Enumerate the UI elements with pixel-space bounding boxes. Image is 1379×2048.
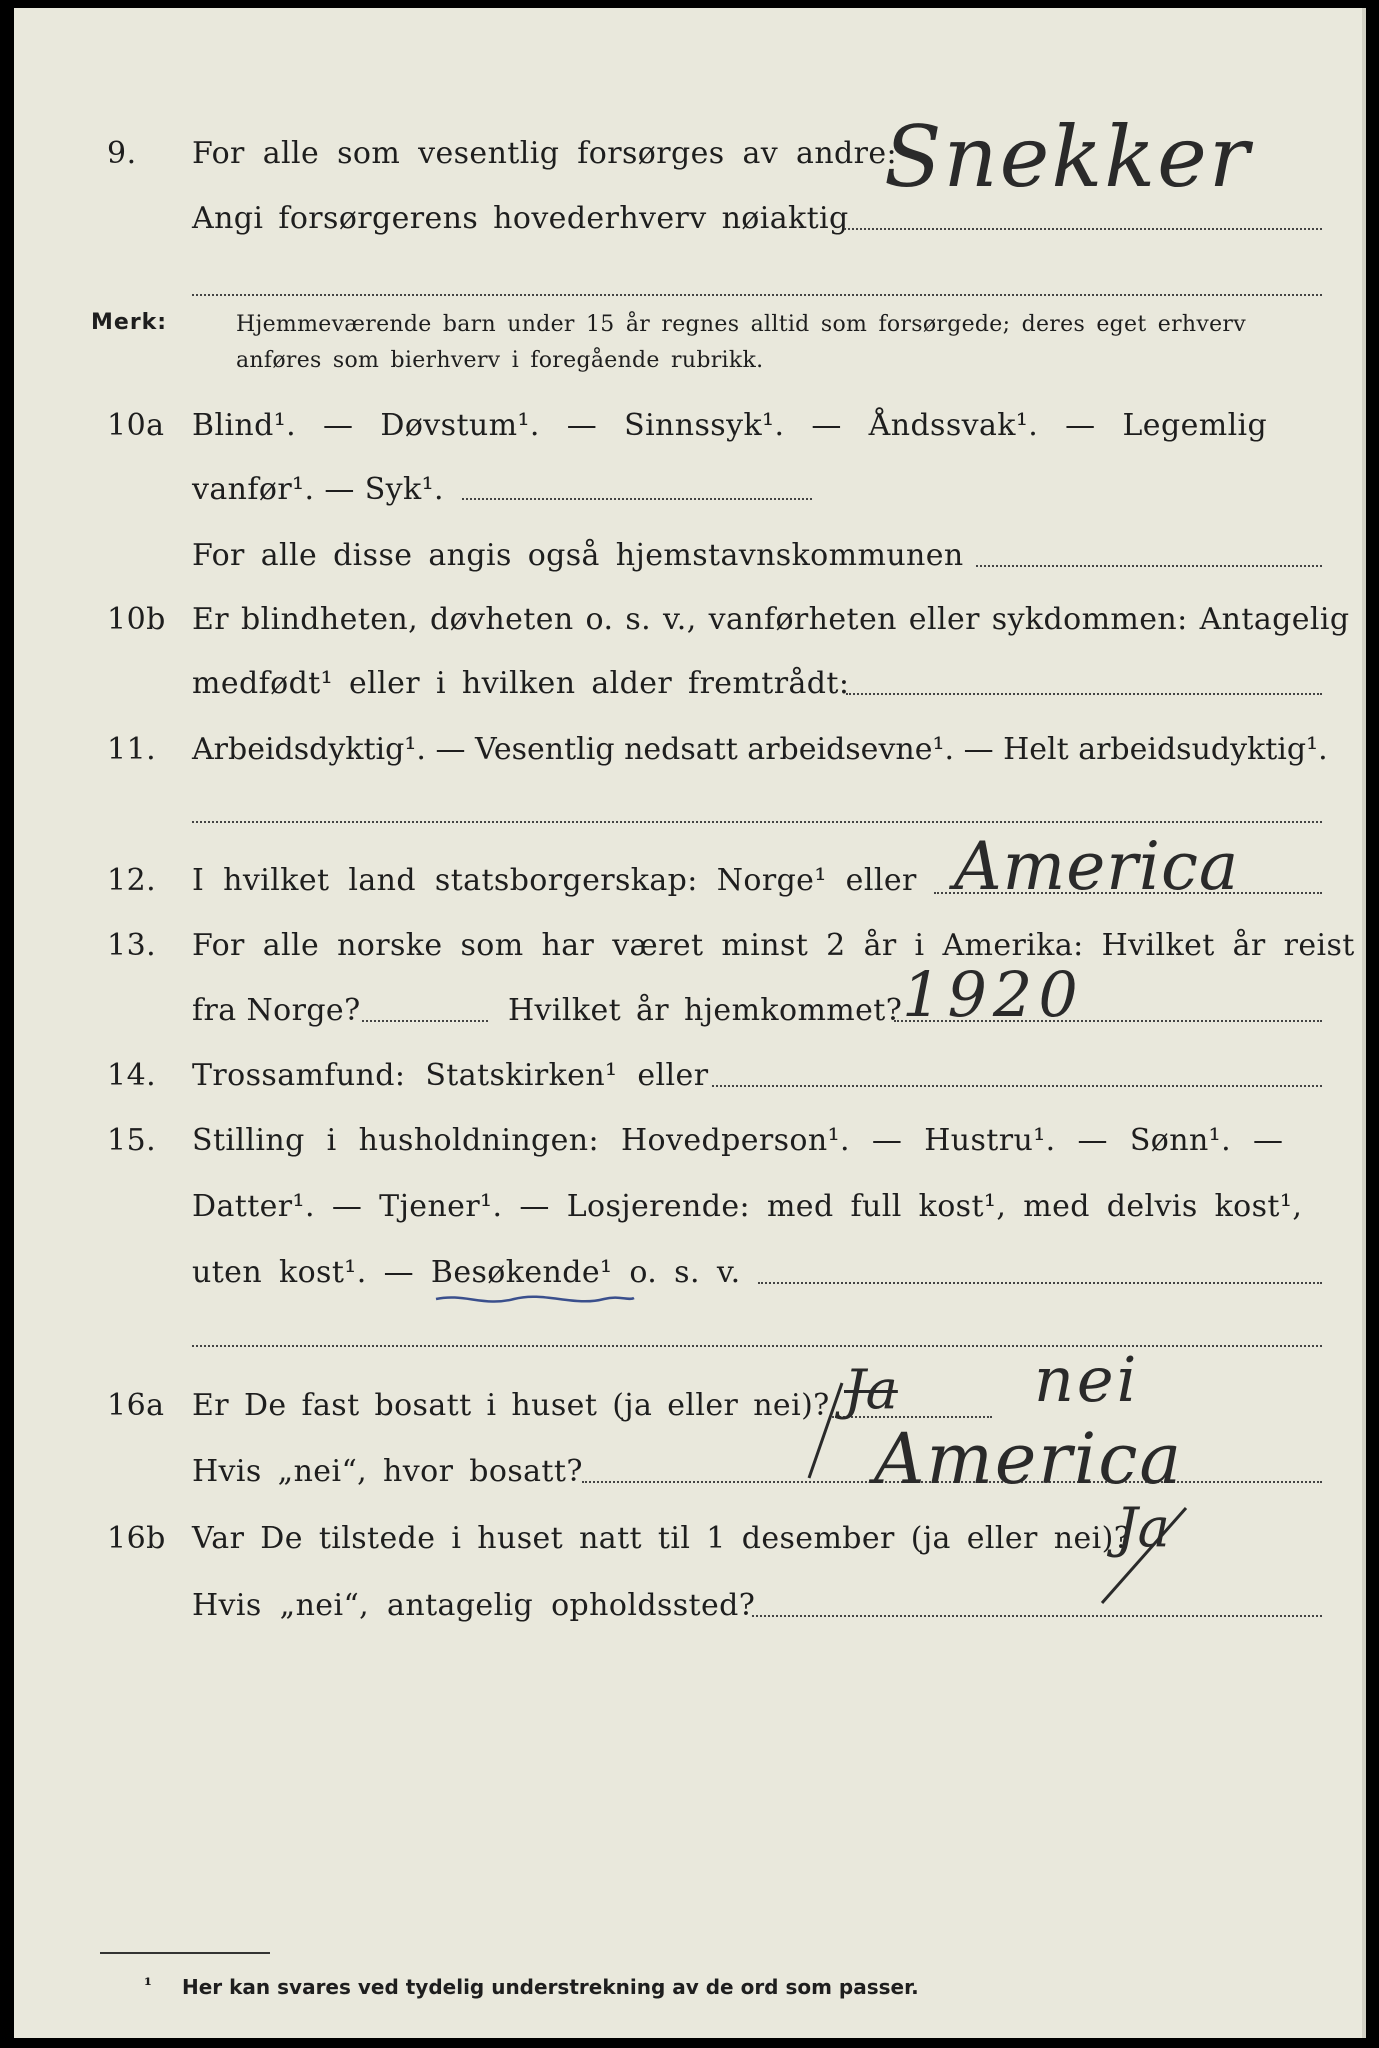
q10b-line2: medfødt¹ eller i hvilken alder fremtrådt: bbox=[192, 666, 850, 701]
q16a-number: 16a bbox=[107, 1388, 165, 1423]
q16a-line1: Er De fast bosatt i huset (ja eller nei)? bbox=[192, 1388, 830, 1423]
q11-number: 11. bbox=[107, 732, 157, 767]
q16b-line1: Var De tilstede i huset natt til 1 desember (ja eller nei)? bbox=[192, 1521, 1131, 1556]
q9-line1: For alle som vesentlig forsørges av andre: bbox=[192, 136, 898, 171]
q16a-handwritten-answer2: America bbox=[874, 1418, 1184, 1500]
q15-line1: Stilling i husholdningen: Hovedperson¹. — Hustru¹. — Sønn¹. — bbox=[192, 1123, 1284, 1158]
q10a-line1: Blind¹. — Døvstum¹. — Sinnssyk¹. — Åndssvak¹. — Legemlig bbox=[192, 408, 1268, 443]
q16a-slash-stroke bbox=[809, 1383, 842, 1478]
q16a-handwritten-answer1: nei bbox=[1034, 1343, 1140, 1416]
census-form-page bbox=[14, 8, 1366, 2038]
footnote-rule bbox=[100, 1952, 270, 1954]
q9-handwritten-answer: Snekker bbox=[884, 108, 1252, 206]
q13-handwritten-year: 1920 bbox=[902, 958, 1084, 1031]
q13-line2b: Hvilket år hjemkommet? bbox=[508, 993, 903, 1028]
q16a-struck-answer: Ja bbox=[844, 1358, 898, 1421]
q12-number: 12. bbox=[107, 863, 157, 898]
q13-number: 13. bbox=[107, 928, 157, 963]
q9-number: 9. bbox=[107, 136, 137, 171]
handwriting-strokes bbox=[14, 8, 1366, 2038]
q15-line3: uten kost¹. — Besøkende¹ o. s. v. bbox=[192, 1255, 741, 1290]
q16b-number: 16b bbox=[107, 1521, 166, 1556]
q16a-line2: Hvis „nei“, hvor bosatt? bbox=[192, 1454, 583, 1489]
q13-line1: For alle norske som har været minst 2 år i Amerika: Hvilket år reist bbox=[192, 928, 1355, 963]
merk-line1: Hjemmeværende barn under 15 år regnes alltid som forsørgede; deres eget erhverv bbox=[236, 312, 1246, 337]
footnote-mark: ¹ bbox=[144, 1975, 152, 1996]
q10b-line1: Er blindheten, døvheten o. s. v., vanførheten eller sykdommen: Antagelig bbox=[192, 602, 1350, 637]
merk-line2: anføres som bierhverv i foregående rubrikk. bbox=[236, 348, 764, 373]
q12-line1: I hvilket land statsborgerskap: Norge¹ eller bbox=[192, 863, 917, 898]
q16b-handwritten-answer: Ja bbox=[1116, 1496, 1170, 1559]
q16b-slash-stroke bbox=[1102, 1508, 1186, 1603]
q10b-number: 10b bbox=[107, 602, 166, 637]
q13-line2a: fra Norge? bbox=[192, 993, 361, 1028]
q11-line1: Arbeidsdyktig¹. — Vesentlig nedsatt arbeidsevne¹. — Helt arbeidsudyktig¹. bbox=[192, 732, 1328, 767]
q12-handwritten-answer: America bbox=[954, 828, 1240, 905]
footnote-text: Her kan svares ved tydelig understrekning av de ord som passer. bbox=[182, 1975, 919, 1999]
q9-line2: Angi forsørgerens hovederhverv nøiaktig bbox=[192, 201, 849, 236]
merk-label: Merk: bbox=[91, 310, 168, 335]
q10a-number: 10a bbox=[107, 408, 165, 443]
q14-number: 14. bbox=[107, 1058, 157, 1093]
q16b-line2: Hvis „nei“, antagelig opholdssted? bbox=[192, 1588, 756, 1623]
q10a-line2: vanfør¹. — Syk¹. bbox=[192, 472, 444, 507]
besokende-underline bbox=[436, 1297, 634, 1302]
q15-number: 15. bbox=[107, 1123, 157, 1158]
q15-line2: Datter¹. — Tjener¹. — Losjerende: med full kost¹, med delvis kost¹, bbox=[192, 1189, 1303, 1224]
q10a-line3: For alle disse angis også hjemstavnskommunen bbox=[192, 538, 964, 573]
q14-line1: Trossamfund: Statskirken¹ eller bbox=[192, 1058, 709, 1093]
